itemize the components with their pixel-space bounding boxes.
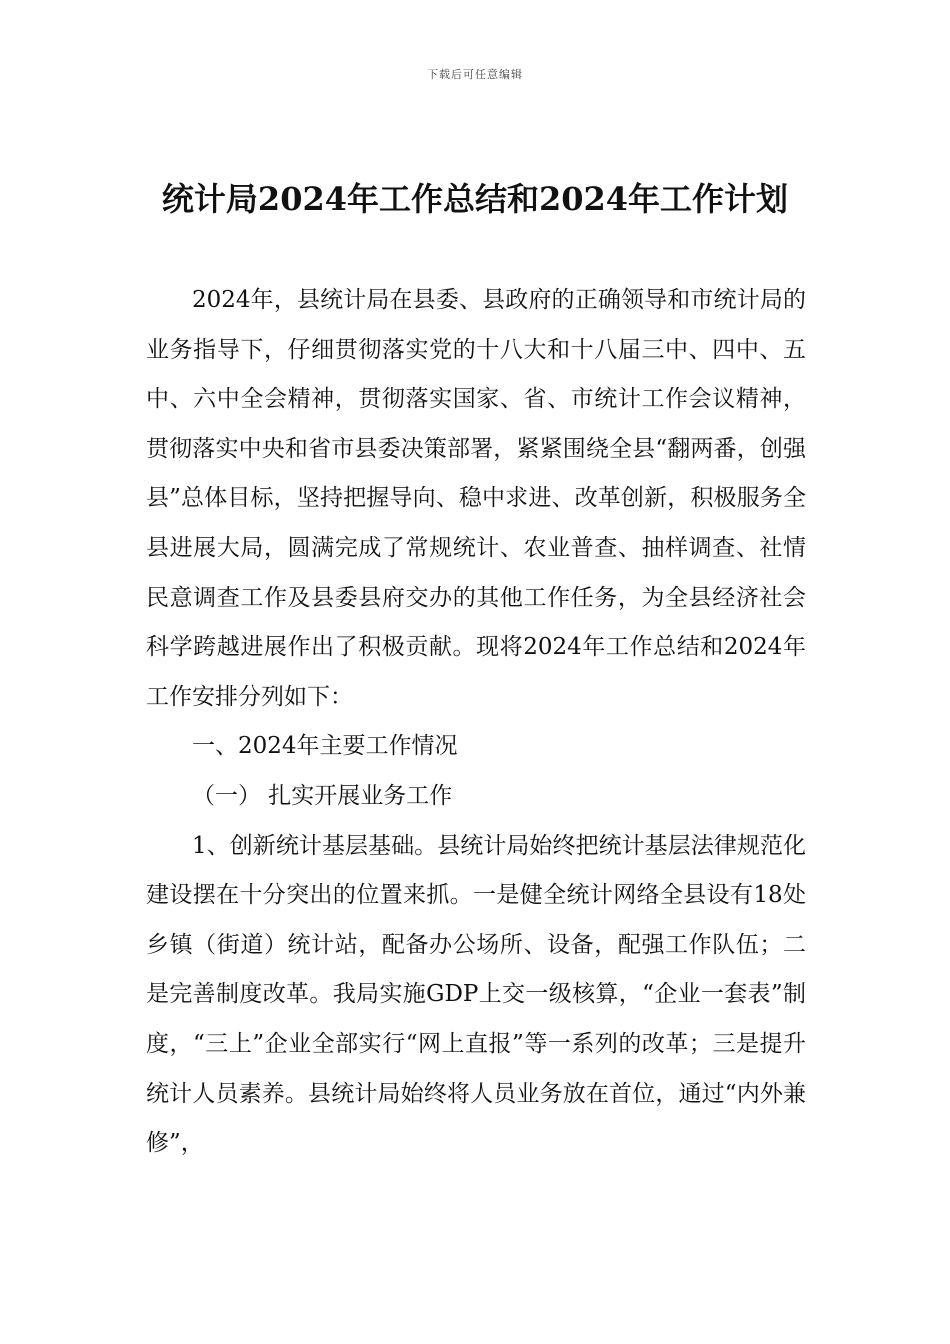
intro-paragraph: 2024年，县统计局在县委、县政府的正确领导和市统计局的业务指导下，仔细贯彻落实党的十八大和十八届三中、四中、五中、六中全会精神，贯彻落实国家、省、市统计工作会议精神，贯彻落实中央和省市县委决策部署，紧紧围绕全县“翻两番，创强县”总体目标，坚持把握导向、稳中求进、改革创新，积极服务全县进展大局，圆满完成了常规统计、农业普查、抽样调查、社情民意调查工作及县委县府交办的其他工作任务，为全县经济社会科学跨越进展作出了积极贡献。现将2024年工作总结和2024年工作安排分列如下： [146,287,806,710]
subsection-heading: （一） 扎实开展业务工作 [192,782,453,809]
item-paragraph: 1、创新统计基层基础。县统计局始终把统计基层法律规范化建设摆在十分突出的位置来抓。一是健全统计网络全县设有18处乡镇（街道）统计站，配备办公场所、设备，配强工作队伍；二是完善制度改革。我局实施GDP上交一级核算，“企业一套表”制度，“三上”企业全部实行“网上直报”等一系列的改革；三是提升统计人员素养。县统计局始终将人员业务放在首位，通过“内外兼修”， [146,832,806,1157]
document-body [146,276,806,1169]
document-title: 统计局2024年工作总结和2024年工作计划 [161,180,789,218]
section-heading: 一、2024年主要工作情况 [192,733,458,760]
header-note: 下载后可任意编辑 [427,68,523,81]
